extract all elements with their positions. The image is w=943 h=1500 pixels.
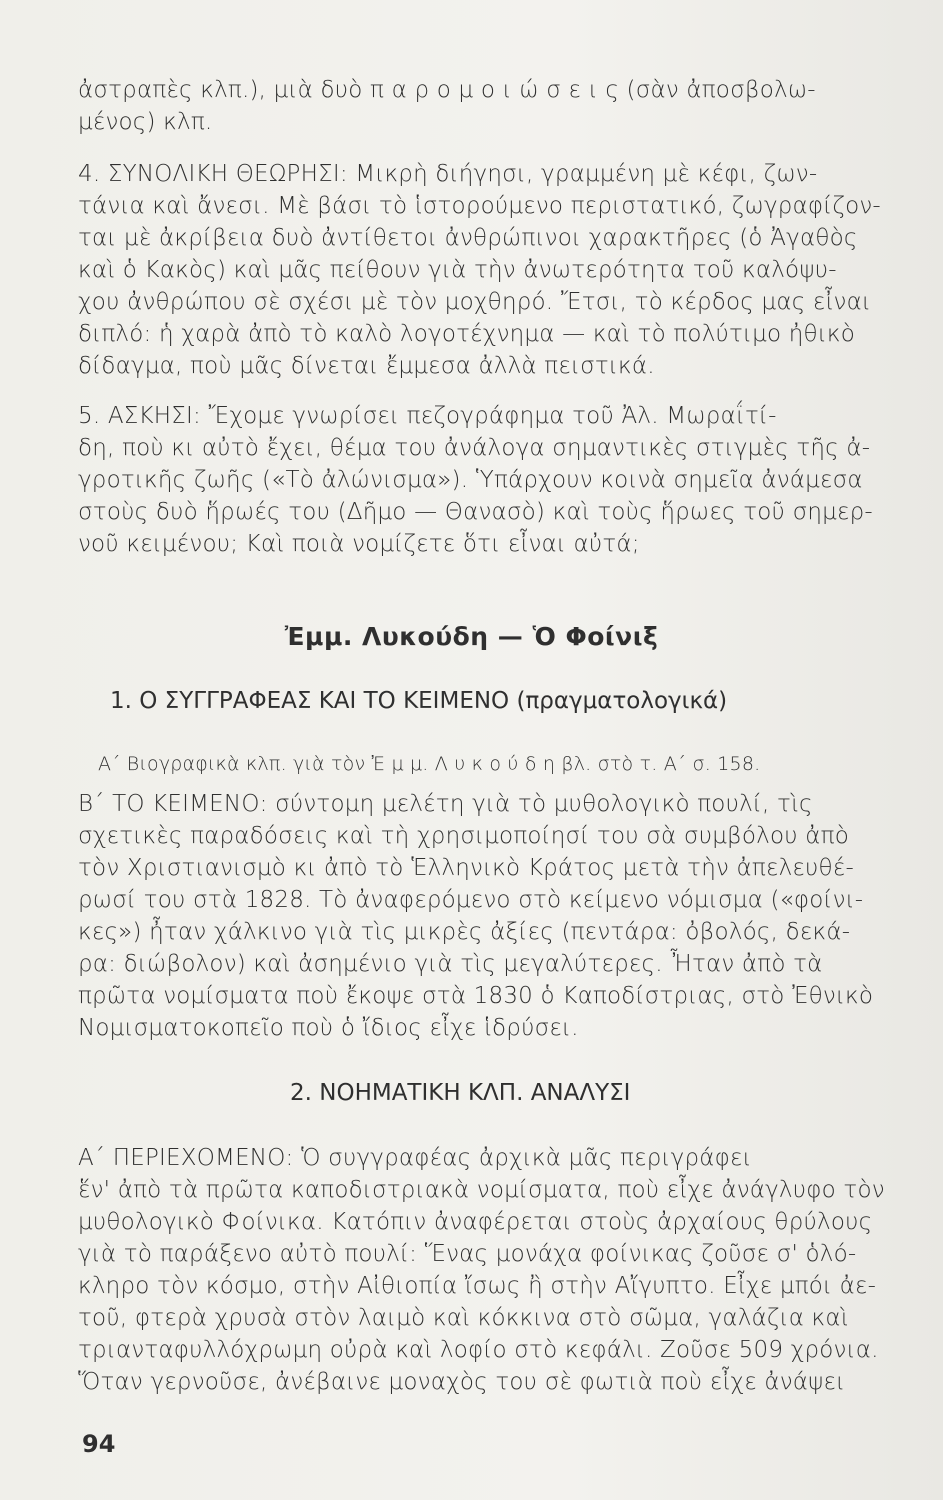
text-line: μυθολογικὸ Φοίνικα. Κατόπιν ἀναφέρεται στοὺς ἀρχαίους θρύλους [78, 1209, 873, 1235]
text-line: ἕν' ἀπὸ τὰ πρῶτα καποδιστριακὰ νομίσματα, ποὺ εἶχε ἀνάγλυφο τὸν [78, 1177, 885, 1203]
text-line: σχετικὲς παραδόσεις καὶ τὴ χρησιμοποίησί του σὰ συμβόλου ἀπὸ [78, 823, 849, 849]
text-line: τριανταφυλλόχρωμη οὐρὰ καὶ λοφίο στὸ κεφάλι. Ζοῦσε 509 χρόνια. [78, 1337, 879, 1363]
text-line: διπλό: ἡ χαρὰ ἀπὸ τὸ καλὸ λογοτέχνημα — καὶ τὸ πολύτιμο ἠθικὸ [78, 321, 856, 347]
text-line: Ὅταν γερνοῦσε, ἀνέβαινε μοναχὸς του σὲ φωτιὰ ποὺ εἶχε ἀνάψει [78, 1369, 846, 1395]
text-line: πρῶτα νομίσματα ποὺ ἔκοψε στὰ 1830 ὁ Καποδίστριας, στὸ Ἐθνικὸ [78, 983, 874, 1009]
chapter-title: Ἐμμ. Λυκούδη — Ὁ Φοίνιξ [284, 622, 659, 651]
text-line: γροτικῆς ζωῆς («Τὸ ἀλώνισμα»). Ὑπάρχουν κοινὰ σημεῖα ἀνάμεσα [78, 467, 863, 493]
section-heading-1: 1. Ο ΣΥΓΓΡΑΦΕΑΣ ΚΑΙ ΤΟ ΚΕΙΜΕΝΟ (πραγματολογικά) [110, 688, 728, 714]
text-line: νοῦ κειμένου; Καὶ ποιὰ νομίζετε ὅτι εἶναι αὐτά; [78, 531, 640, 557]
text-line: γιὰ τὸ παράξενο αὐτὸ πουλί: Ἕνας μονάχα φοίνικας ζοῦσε σ' ὁλό- [78, 1241, 857, 1267]
text-line: δη, ποὺ κι αὐτὸ ἔχει, θέμα του ἀνάλογα σημαντικὲς στιγμὲς τῆς ἀ- [78, 435, 871, 461]
text-line: μένος) κλπ. [78, 109, 213, 135]
text-line: ρωσί του στὰ 1828. Τὸ ἀναφερόμενο στὸ κείμενο νόμισμα («φοίνι- [78, 887, 864, 913]
text-line: χου ἀνθρώπου σὲ σχέσι μὲ τὸν μοχθηρό. Ἔτσι, τὸ κέρδος μας εἶναι [78, 289, 872, 315]
text-line: 5. ΑΣΚΗΣΙ: Ἔχομε γνωρίσει πεζογράφημα τοῦ Ἀλ. Μωραΐτί- [78, 403, 777, 429]
text-line: τάνια καὶ ἄνεσι. Μὲ βάσι τὸ ἱστορούμενο περιστατικό, ζωγραφίζον- [78, 193, 881, 219]
text-line: καὶ ὁ Κακὸς) καὶ μᾶς πείθουν γιὰ τὴν ἀνωτερότητα τοῦ καλόψυ- [78, 257, 837, 283]
text-line: ἀστραπὲς κλπ.), μιὰ δυὸ π α ρ ο μ ο ι ώ σ ε ι ς (σὰν ἀποσβολω- [78, 77, 816, 103]
text-line: Νομισματοκοπεῖο ποὺ ὁ ἴδιος εἶχε ἱδρύσει. [78, 1015, 579, 1041]
text-line: κες») ἦταν χάλκινο γιὰ τὶς μικρὲς ἀξίες (πεντάρα: ὀβολός, δεκά- [78, 919, 851, 945]
text-line: στοὺς δυὸ ἥρωές του (Δῆμο — Θανασὸ) καὶ τοὺς ἥρωες τοῦ σημερ- [78, 499, 873, 525]
bio-reference: Α΄ Βιογραφικὰ κλπ. γιὰ τὸν Ἐ μ μ. Λ υ κ ο ύ δ η βλ. στὸ τ. Α΄ σ. 158. [98, 753, 761, 775]
text-line: ρα: διώβολον) καὶ ἀσημένιο γιὰ τὶς μεγαλύτερες. Ἦταν ἀπὸ τὰ [78, 951, 823, 977]
text-line: ται μὲ ἀκρίβεια δυὸ ἀντίθετοι ἀνθρώπινοι χαρακτῆρες (ὁ Ἀγαθὸς [78, 225, 858, 251]
text-line: τὸν Χριστιανισμὸ κι ἀπὸ τὸ Ἑλληνικὸ Κράτος μετὰ τὴν ἀπελευθέ- [78, 855, 854, 881]
text-line: τοῦ, φτερὰ χρυσὰ στὸν λαιμὸ καὶ κόκκινα στὸ σῶμα, γαλάζια καὶ [78, 1305, 849, 1331]
text-line: δίδαγμα, ποὺ μᾶς δίνεται ἔμμεσα ἀλλὰ πειστικά. [78, 353, 655, 379]
text-line: 4. ΣΥΝΟΛΙΚΗ ΘΕΩΡΗΣΙ: Μικρὴ διήγησι, γραμμένη μὲ κέφι, ζων- [78, 161, 818, 187]
page-number: 94 [82, 1430, 116, 1458]
text-line: Α΄ ΠΕΡΙΕΧΟΜΕΝΟ: Ὁ συγγραφέας ἀρχικὰ μᾶς περιγράφει [78, 1145, 752, 1171]
text-line: κληρο τὸν κόσμο, στὴν Αἰθιοπία ἴσως ἢ στὴν Αἴγυπτο. Εἶχε μπόι ἀε- [78, 1273, 877, 1299]
text-line: Β΄ ΤΟ ΚΕΙΜΕΝΟ: σύντομη μελέτη γιὰ τὸ μυθολογικὸ πουλί, τὶς [78, 791, 813, 817]
section-heading-2: 2. ΝΟΗΜΑΤΙΚΗ ΚΛΠ. ΑΝΑΛΥΣΙ [290, 1080, 631, 1106]
